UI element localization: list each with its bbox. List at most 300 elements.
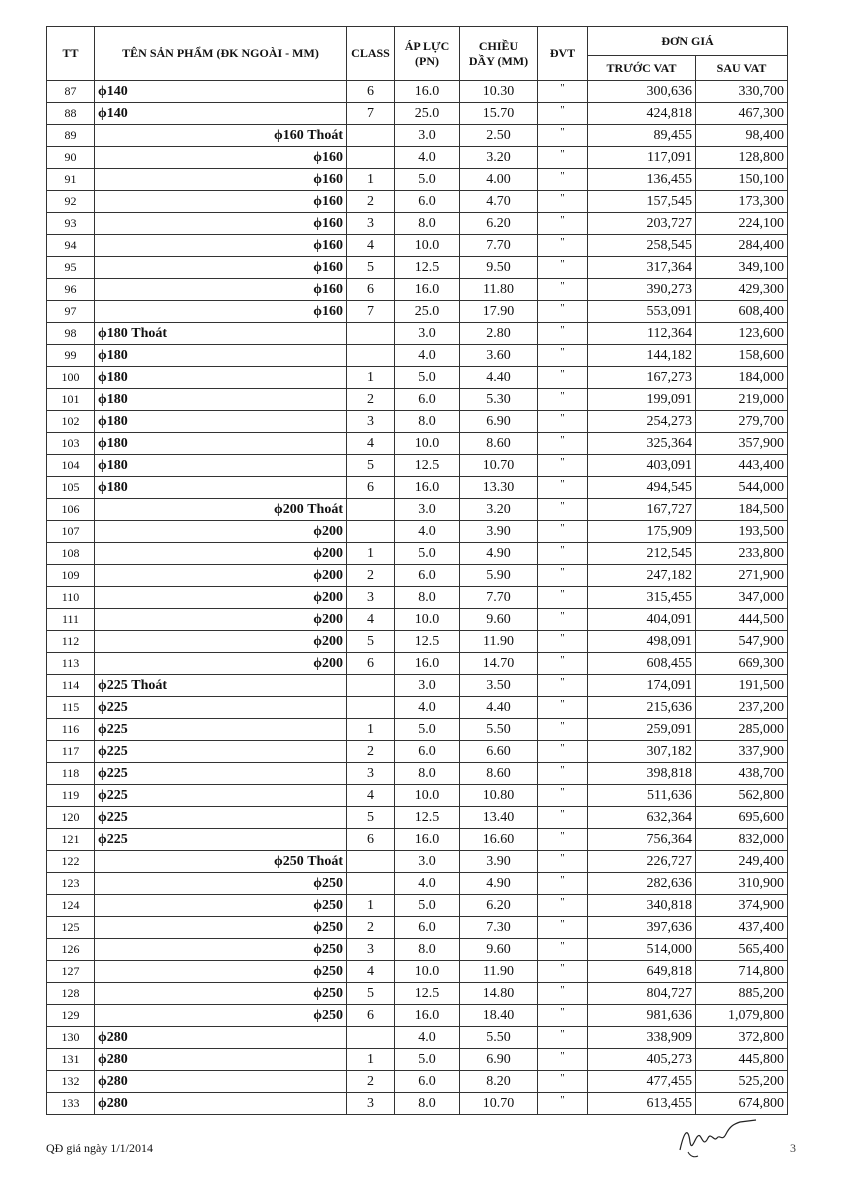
row-pressure: 16.0 (395, 81, 460, 103)
row-product-name: ϕ160 (95, 147, 347, 169)
row-tt: 131 (47, 1049, 95, 1071)
row-class: 3 (347, 939, 395, 961)
row-pressure: 4.0 (395, 345, 460, 367)
row-price-after-vat: 437,400 (696, 917, 788, 939)
row-tt: 89 (47, 125, 95, 147)
row-pressure: 5.0 (395, 367, 460, 389)
row-unit: " (538, 257, 588, 279)
row-price-before-vat: 553,091 (588, 301, 696, 323)
row-price-before-vat: 199,091 (588, 389, 696, 411)
row-thickness: 4.00 (460, 169, 538, 191)
table-row (47, 785, 788, 807)
row-price-before-vat: 340,818 (588, 895, 696, 917)
row-price-before-vat: 203,727 (588, 213, 696, 235)
header-pressure (395, 27, 460, 81)
row-class: 6 (347, 829, 395, 851)
table-row (47, 587, 788, 609)
row-thickness: 10.80 (460, 785, 538, 807)
header-after-vat: SAU VAT (696, 56, 788, 81)
row-unit: " (538, 1071, 588, 1093)
row-tt: 128 (47, 983, 95, 1005)
table-row (47, 939, 788, 961)
row-class (347, 675, 395, 697)
row-price-before-vat: 307,182 (588, 741, 696, 763)
row-pressure: 12.5 (395, 455, 460, 477)
row-unit: " (538, 169, 588, 191)
row-thickness: 4.70 (460, 191, 538, 213)
row-unit: " (538, 983, 588, 1005)
row-class (347, 851, 395, 873)
row-product-name: ϕ160 (95, 279, 347, 301)
row-price-before-vat: 398,818 (588, 763, 696, 785)
row-price-before-vat: 247,182 (588, 565, 696, 587)
row-tt: 119 (47, 785, 95, 807)
row-price-after-vat: 310,900 (696, 873, 788, 895)
row-class (347, 345, 395, 367)
row-class: 1 (347, 367, 395, 389)
table-row (47, 763, 788, 785)
row-price-before-vat: 167,273 (588, 367, 696, 389)
row-unit: " (538, 675, 588, 697)
row-class (347, 499, 395, 521)
row-pressure: 6.0 (395, 917, 460, 939)
row-unit: " (538, 785, 588, 807)
row-price-before-vat: 282,636 (588, 873, 696, 895)
row-unit: " (538, 367, 588, 389)
row-product-name: ϕ200 (95, 631, 347, 653)
row-class: 2 (347, 389, 395, 411)
row-product-name: ϕ225 (95, 807, 347, 829)
table-row (47, 917, 788, 939)
row-product-name: ϕ225 (95, 697, 347, 719)
row-tt: 87 (47, 81, 95, 103)
table-row (47, 477, 788, 499)
row-tt: 117 (47, 741, 95, 763)
row-price-before-vat: 405,273 (588, 1049, 696, 1071)
row-price-after-vat: 429,300 (696, 279, 788, 301)
row-thickness: 2.80 (460, 323, 538, 345)
row-pressure: 3.0 (395, 675, 460, 697)
row-product-name: ϕ160 (95, 257, 347, 279)
row-product-name: ϕ180 (95, 433, 347, 455)
row-tt: 115 (47, 697, 95, 719)
row-tt: 107 (47, 521, 95, 543)
table-row (47, 389, 788, 411)
row-price-after-vat: 885,200 (696, 983, 788, 1005)
row-pressure: 5.0 (395, 169, 460, 191)
row-price-after-vat: 544,000 (696, 477, 788, 499)
row-price-before-vat: 259,091 (588, 719, 696, 741)
table-row (47, 609, 788, 631)
table-row (47, 323, 788, 345)
row-tt: 130 (47, 1027, 95, 1049)
table-row (47, 367, 788, 389)
row-pressure: 4.0 (395, 873, 460, 895)
row-tt: 118 (47, 763, 95, 785)
row-price-after-vat: 193,500 (696, 521, 788, 543)
row-unit: " (538, 125, 588, 147)
row-unit: " (538, 279, 588, 301)
row-price-after-vat: 233,800 (696, 543, 788, 565)
row-thickness: 3.90 (460, 851, 538, 873)
row-class (347, 873, 395, 895)
row-thickness: 3.50 (460, 675, 538, 697)
row-unit: " (538, 455, 588, 477)
row-pressure: 6.0 (395, 741, 460, 763)
row-pressure: 8.0 (395, 213, 460, 235)
row-price-after-vat: 150,100 (696, 169, 788, 191)
row-tt: 108 (47, 543, 95, 565)
row-pressure: 8.0 (395, 1093, 460, 1115)
table-row (47, 961, 788, 983)
row-thickness: 3.90 (460, 521, 538, 543)
row-pressure: 6.0 (395, 565, 460, 587)
row-price-before-vat: 477,455 (588, 1071, 696, 1093)
row-class: 5 (347, 807, 395, 829)
row-pressure: 10.0 (395, 785, 460, 807)
row-price-after-vat: 525,200 (696, 1071, 788, 1093)
table-row (47, 169, 788, 191)
row-class: 7 (347, 301, 395, 323)
row-tt: 111 (47, 609, 95, 631)
row-unit: " (538, 895, 588, 917)
row-price-after-vat: 669,300 (696, 653, 788, 675)
row-price-before-vat: 424,818 (588, 103, 696, 125)
row-class: 3 (347, 587, 395, 609)
row-price-before-vat: 157,545 (588, 191, 696, 213)
row-unit: " (538, 763, 588, 785)
row-pressure: 4.0 (395, 521, 460, 543)
row-unit: " (538, 1049, 588, 1071)
row-price-after-vat: 237,200 (696, 697, 788, 719)
row-class: 2 (347, 741, 395, 763)
row-class: 3 (347, 763, 395, 785)
row-pressure: 5.0 (395, 543, 460, 565)
row-tt: 103 (47, 433, 95, 455)
row-unit: " (538, 477, 588, 499)
row-price-before-vat: 175,909 (588, 521, 696, 543)
row-thickness: 16.60 (460, 829, 538, 851)
row-pressure: 3.0 (395, 125, 460, 147)
row-thickness: 9.50 (460, 257, 538, 279)
row-tt: 126 (47, 939, 95, 961)
row-class: 4 (347, 433, 395, 455)
row-thickness: 18.40 (460, 1005, 538, 1027)
row-unit: " (538, 323, 588, 345)
row-unit: " (538, 433, 588, 455)
row-unit: " (538, 939, 588, 961)
row-thickness: 13.30 (460, 477, 538, 499)
row-price-after-vat: 374,900 (696, 895, 788, 917)
row-thickness: 8.60 (460, 433, 538, 455)
row-class: 5 (347, 631, 395, 653)
row-price-after-vat: 98,400 (696, 125, 788, 147)
row-thickness: 3.60 (460, 345, 538, 367)
table-row (47, 257, 788, 279)
row-unit: " (538, 1093, 588, 1115)
row-class: 2 (347, 191, 395, 213)
row-thickness: 6.20 (460, 213, 538, 235)
row-thickness: 17.90 (460, 301, 538, 323)
row-class: 2 (347, 565, 395, 587)
row-unit: " (538, 1005, 588, 1027)
row-pressure: 10.0 (395, 433, 460, 455)
row-product-name: ϕ160 (95, 301, 347, 323)
row-price-before-vat: 258,545 (588, 235, 696, 257)
table-row (47, 851, 788, 873)
row-unit: " (538, 873, 588, 895)
row-tt: 93 (47, 213, 95, 235)
row-thickness: 10.70 (460, 1093, 538, 1115)
row-tt: 88 (47, 103, 95, 125)
row-price-before-vat: 404,091 (588, 609, 696, 631)
row-unit: " (538, 345, 588, 367)
row-price-before-vat: 136,455 (588, 169, 696, 191)
row-tt: 99 (47, 345, 95, 367)
row-class: 1 (347, 719, 395, 741)
row-unit: " (538, 719, 588, 741)
row-price-before-vat: 167,727 (588, 499, 696, 521)
table-row (47, 235, 788, 257)
header-tt: TT (47, 27, 95, 81)
row-tt: 94 (47, 235, 95, 257)
row-tt: 105 (47, 477, 95, 499)
row-price-after-vat: 285,000 (696, 719, 788, 741)
row-price-after-vat: 249,400 (696, 851, 788, 873)
header-product: TÊN SẢN PHẨM (ĐK NGOÀI - MM) (95, 27, 347, 81)
row-tt: 120 (47, 807, 95, 829)
row-tt: 113 (47, 653, 95, 675)
row-unit: " (538, 543, 588, 565)
table-row (47, 653, 788, 675)
table-row (47, 455, 788, 477)
header-price: ĐƠN GIÁ (588, 27, 788, 56)
row-price-before-vat: 212,545 (588, 543, 696, 565)
row-thickness: 4.90 (460, 873, 538, 895)
row-product-name: ϕ180 Thoát (95, 323, 347, 345)
row-pressure: 8.0 (395, 939, 460, 961)
table-row (47, 191, 788, 213)
row-pressure: 3.0 (395, 851, 460, 873)
row-product-name: ϕ160 (95, 213, 347, 235)
row-price-after-vat: 357,900 (696, 433, 788, 455)
row-thickness: 4.40 (460, 367, 538, 389)
table-row (47, 1071, 788, 1093)
row-product-name: ϕ200 (95, 609, 347, 631)
row-product-name: ϕ180 (95, 455, 347, 477)
row-unit: " (538, 301, 588, 323)
row-pressure: 6.0 (395, 389, 460, 411)
row-price-before-vat: 981,636 (588, 1005, 696, 1027)
table-body (47, 81, 788, 1115)
row-class: 3 (347, 1093, 395, 1115)
row-unit: " (538, 961, 588, 983)
row-price-after-vat: 224,100 (696, 213, 788, 235)
table-header (47, 27, 788, 81)
row-class: 6 (347, 279, 395, 301)
row-price-after-vat: 467,300 (696, 103, 788, 125)
row-thickness: 5.50 (460, 719, 538, 741)
table-row (47, 125, 788, 147)
row-product-name: ϕ250 (95, 939, 347, 961)
row-product-name: ϕ180 (95, 389, 347, 411)
row-price-after-vat: 674,800 (696, 1093, 788, 1115)
price-table (46, 26, 788, 1115)
row-thickness: 8.20 (460, 1071, 538, 1093)
row-class: 6 (347, 81, 395, 103)
row-tt: 122 (47, 851, 95, 873)
row-class: 4 (347, 785, 395, 807)
row-unit: " (538, 81, 588, 103)
footer-date-note: QĐ giá ngày 1/1/2014 (46, 1141, 153, 1155)
row-price-before-vat: 804,727 (588, 983, 696, 1005)
row-unit: " (538, 851, 588, 873)
row-product-name: ϕ200 Thoát (95, 499, 347, 521)
row-price-after-vat: 438,700 (696, 763, 788, 785)
row-tt: 127 (47, 961, 95, 983)
table-row (47, 499, 788, 521)
row-price-before-vat: 514,000 (588, 939, 696, 961)
row-pressure: 12.5 (395, 807, 460, 829)
row-price-before-vat: 511,636 (588, 785, 696, 807)
row-class: 2 (347, 917, 395, 939)
row-thickness: 10.30 (460, 81, 538, 103)
row-pressure: 12.5 (395, 631, 460, 653)
row-unit: " (538, 697, 588, 719)
row-unit: " (538, 609, 588, 631)
table-row (47, 1027, 788, 1049)
page-number: 3 (790, 1141, 796, 1155)
row-pressure: 3.0 (395, 499, 460, 521)
row-class (347, 147, 395, 169)
row-product-name: ϕ280 (95, 1027, 347, 1049)
row-price-before-vat: 89,455 (588, 125, 696, 147)
row-tt: 98 (47, 323, 95, 345)
row-unit: " (538, 389, 588, 411)
row-price-before-vat: 174,091 (588, 675, 696, 697)
row-pressure: 5.0 (395, 719, 460, 741)
row-unit: " (538, 411, 588, 433)
row-class (347, 1027, 395, 1049)
table-row (47, 873, 788, 895)
row-price-before-vat: 498,091 (588, 631, 696, 653)
row-price-after-vat: 547,900 (696, 631, 788, 653)
table-row (47, 983, 788, 1005)
row-thickness: 5.30 (460, 389, 538, 411)
row-thickness: 3.20 (460, 499, 538, 521)
row-thickness: 15.70 (460, 103, 538, 125)
row-class: 6 (347, 653, 395, 675)
row-product-name: ϕ200 (95, 543, 347, 565)
row-price-before-vat: 317,364 (588, 257, 696, 279)
row-class: 6 (347, 477, 395, 499)
row-price-after-vat: 219,000 (696, 389, 788, 411)
row-product-name: ϕ200 (95, 587, 347, 609)
row-price-after-vat: 128,800 (696, 147, 788, 169)
row-tt: 110 (47, 587, 95, 609)
table-row (47, 301, 788, 323)
row-pressure: 10.0 (395, 609, 460, 631)
table-row (47, 103, 788, 125)
row-tt: 96 (47, 279, 95, 301)
row-thickness: 11.80 (460, 279, 538, 301)
signature-mark (670, 1112, 760, 1162)
row-product-name: ϕ225 Thoát (95, 675, 347, 697)
row-tt: 102 (47, 411, 95, 433)
row-tt: 109 (47, 565, 95, 587)
table-row (47, 895, 788, 917)
table-row (47, 147, 788, 169)
row-tt: 116 (47, 719, 95, 741)
row-pressure: 16.0 (395, 1005, 460, 1027)
row-unit: " (538, 917, 588, 939)
row-tt: 114 (47, 675, 95, 697)
row-tt: 132 (47, 1071, 95, 1093)
row-unit: " (538, 147, 588, 169)
row-product-name: ϕ250 (95, 917, 347, 939)
row-price-after-vat: 123,600 (696, 323, 788, 345)
row-thickness: 10.70 (460, 455, 538, 477)
row-pressure: 4.0 (395, 1027, 460, 1049)
row-product-name: ϕ200 (95, 521, 347, 543)
row-product-name: ϕ140 (95, 81, 347, 103)
row-pressure: 25.0 (395, 103, 460, 125)
row-price-after-vat: 173,300 (696, 191, 788, 213)
row-product-name: ϕ225 (95, 719, 347, 741)
row-price-after-vat: 158,600 (696, 345, 788, 367)
row-price-after-vat: 184,000 (696, 367, 788, 389)
row-class: 6 (347, 1005, 395, 1027)
row-pressure: 16.0 (395, 829, 460, 851)
row-tt: 104 (47, 455, 95, 477)
row-unit: " (538, 653, 588, 675)
row-product-name: ϕ250 (95, 983, 347, 1005)
row-product-name: ϕ160 (95, 191, 347, 213)
row-price-before-vat: 300,636 (588, 81, 696, 103)
header-pressure-label: ÁP LỰC (404, 38, 450, 53)
row-unit: " (538, 191, 588, 213)
row-pressure: 8.0 (395, 763, 460, 785)
row-class: 1 (347, 543, 395, 565)
row-thickness: 4.40 (460, 697, 538, 719)
row-unit: " (538, 631, 588, 653)
row-product-name: ϕ160 Thoát (95, 125, 347, 147)
row-price-after-vat: 191,500 (696, 675, 788, 697)
row-price-before-vat: 608,455 (588, 653, 696, 675)
row-tt: 121 (47, 829, 95, 851)
row-pressure: 6.0 (395, 191, 460, 213)
row-product-name: ϕ250 (95, 961, 347, 983)
row-tt: 125 (47, 917, 95, 939)
row-class: 4 (347, 961, 395, 983)
table-row (47, 675, 788, 697)
row-price-before-vat: 226,727 (588, 851, 696, 873)
row-price-before-vat: 403,091 (588, 455, 696, 477)
row-tt: 97 (47, 301, 95, 323)
row-price-after-vat: 832,000 (696, 829, 788, 851)
row-unit: " (538, 1027, 588, 1049)
row-pressure: 4.0 (395, 697, 460, 719)
row-price-after-vat: 714,800 (696, 961, 788, 983)
table-row (47, 829, 788, 851)
table-row (47, 1049, 788, 1071)
row-price-before-vat: 117,091 (588, 147, 696, 169)
row-price-before-vat: 756,364 (588, 829, 696, 851)
row-pressure: 12.5 (395, 257, 460, 279)
row-tt: 124 (47, 895, 95, 917)
row-product-name: ϕ225 (95, 829, 347, 851)
row-price-before-vat: 144,182 (588, 345, 696, 367)
